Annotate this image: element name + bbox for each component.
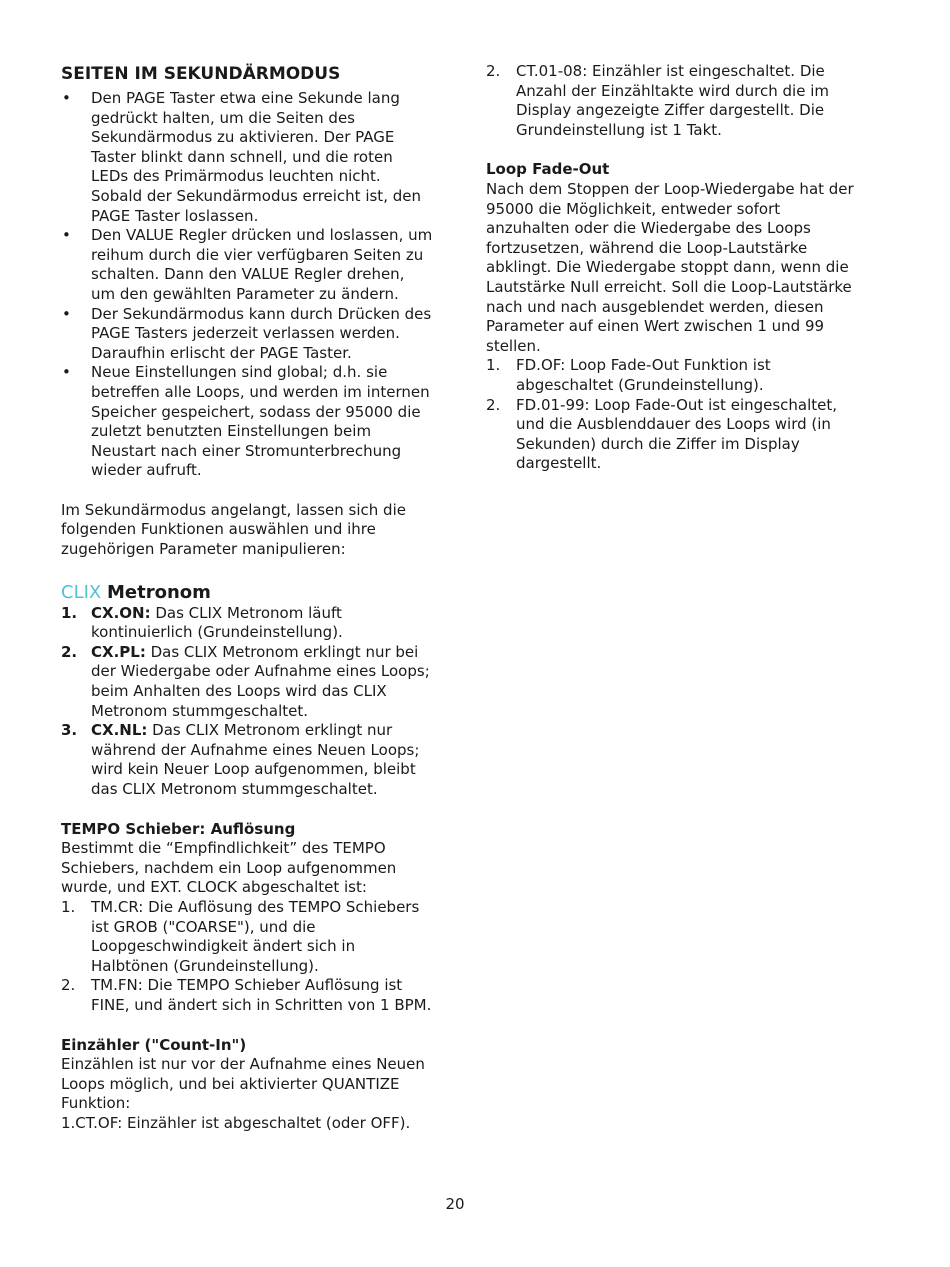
page-number: 20 [445, 1195, 465, 1213]
tempo-item [61, 898, 433, 976]
clix-item [61, 721, 433, 799]
fade-list [486, 356, 866, 474]
countin-heading: Einzähler ("Count-In") [61, 1035, 247, 1054]
item-number: 1. [486, 356, 501, 375]
clix-item [61, 643, 433, 721]
tempo-item [61, 976, 433, 1015]
countin-paragraph: Einzählen ist nur vor der Aufnahme eines Neuen Loops möglich, und bei aktivierter QUANTIZE Funktion: [61, 1055, 425, 1113]
item-number: 2. [486, 395, 501, 414]
clix-list [61, 604, 433, 800]
fade-item [486, 356, 866, 395]
item-number: 1. [61, 897, 76, 916]
tempo-list [61, 898, 433, 1016]
clix-item [61, 604, 433, 643]
item-text: TM.CR: Die Auflösung des TEMPO Schiebers ist GROB ("COARSE"), und die Loopgeschwindigkeit ändert sich in Halbtönen (Grundeinstellung). [91, 897, 420, 975]
item-term: CX.NL: [91, 721, 148, 740]
item-number: 2. [486, 62, 501, 80]
fade-item [486, 396, 866, 474]
item-text: FD.01-99: Loop Fade-Out ist eingeschaltet, und die Ausblenddauer des Loops wird (in Sekunden) durch die Ziffer im Display dargestellt. [516, 395, 838, 473]
item-term: CX.PL: [91, 642, 146, 661]
item-text: TM.FN: Die TEMPO Schieber Auflösung ist FINE, und ändert sich in Schritten von 1 BPM. [91, 976, 432, 1014]
item-text: FD.OF: Loop Fade-Out Funktion ist abgeschaltet (Grundeinstellung). [516, 356, 771, 394]
bullet-item: • Den VALUE Regler drücken und loslassen, um reihum durch die vier verfügbaren Seiten zu schalten. Dann den VALUE Regler drehen, um den gewählten Parameter zu ändern. [61, 226, 433, 304]
item-text: Das CLIX Metronom erklingt nur während der Aufnahme eines Neuen Loops; wird kein Neuer Loop aufgenommen, bleibt das CLIX Metronom stummgeschaltet. [91, 721, 420, 798]
fade-paragraph: Nach dem Stoppen der Loop-Wiedergabe hat der 95000 die Möglichkeit, entweder sofort anzuhalten oder die Wiedergabe des Loops fortzusetzen, während die Loop-Lautstärke abklingt. Die Wiedergabe stoppt dann, wenn die Lautstärke Null erreicht. Soll die Loop-Lautstärke nach und nach ausgeblendet werden, diesen Parameter auf einen Wert zwischen 1 und 99 stellen. [486, 179, 854, 355]
item-text: CT.01-08: Einzähler ist eingeschaltet. Die Anzahl der Einzähltakte wird durch die im Display angezeigte Ziffer dargestellt. Die Grundeinstellung ist 1 Takt. [516, 62, 829, 139]
item-term: CX.ON: [91, 603, 151, 622]
tempo-heading: TEMPO Schieber: Auflösung [61, 819, 296, 838]
item-number: 3. [61, 721, 78, 740]
countin-list [486, 62, 866, 140]
countin-line: 1.CT.OF: Einzähler ist abgeschaltet (oder OFF). [61, 1113, 411, 1132]
section-heading: SEITEN IM SEKUNDÄRMODUS [61, 64, 341, 84]
right-column [486, 62, 866, 474]
bullet-item: • Neue Einstellungen sind global; d.h. sie betreffen alle Loops, und werden im internen Speicher gespeichert, sodass der 95000 die zuletzt benutzten Einstellungen beim Neustart nach einer Stromunterbrechung wieder aufruft. [61, 363, 433, 481]
countin-item [486, 62, 866, 140]
left-column [61, 62, 433, 1134]
fade-heading: Loop Fade-Out [486, 160, 610, 179]
item-number: 2. [61, 642, 78, 661]
item-number: 2. [61, 976, 76, 995]
bullet-item: • Der Sekundärmodus kann durch Drücken des PAGE Tasters jederzeit verlassen werden. Daraufhin erlischt der PAGE Taster. [61, 305, 433, 364]
bullet-list [61, 89, 433, 481]
bullet-item: • Den PAGE Taster etwa eine Sekunde lang gedrückt halten, um die Seiten des Sekundärmodus zu aktivieren. Der PAGE Taster blinkt dann schnell, und die roten LEDs des Primärmodus leuchten nicht. Sobald der Sekundärmodus erreicht ist, den PAGE Taster loslassen. [61, 89, 433, 226]
intro-paragraph: Im Sekundärmodus angelangt, lassen sich die folgenden Funktionen auswählen und ihre zugehörigen Parameter manipulieren: [61, 500, 406, 559]
tempo-paragraph: Bestimmt die “Empfindlichkeit” des TEMPO Schiebers, nachdem ein Loop aufgenommen wurde, und EXT. CLOCK abgeschaltet ist: [61, 839, 397, 897]
clix-brand: CLIX [61, 581, 102, 603]
item-text: Das CLIX Metronom läuft kontinuierlich (Grundeinstellung). [91, 603, 343, 642]
item-text: Das CLIX Metronom erklingt nur bei der Wiedergabe oder Aufnahme eines Loops; beim Anhalten des Loops wird das CLIX Metronom stummgeschaltet. [91, 642, 430, 720]
clix-title: Metronom [106, 581, 211, 603]
item-number: 1. [61, 603, 78, 622]
clix-heading [61, 582, 433, 604]
